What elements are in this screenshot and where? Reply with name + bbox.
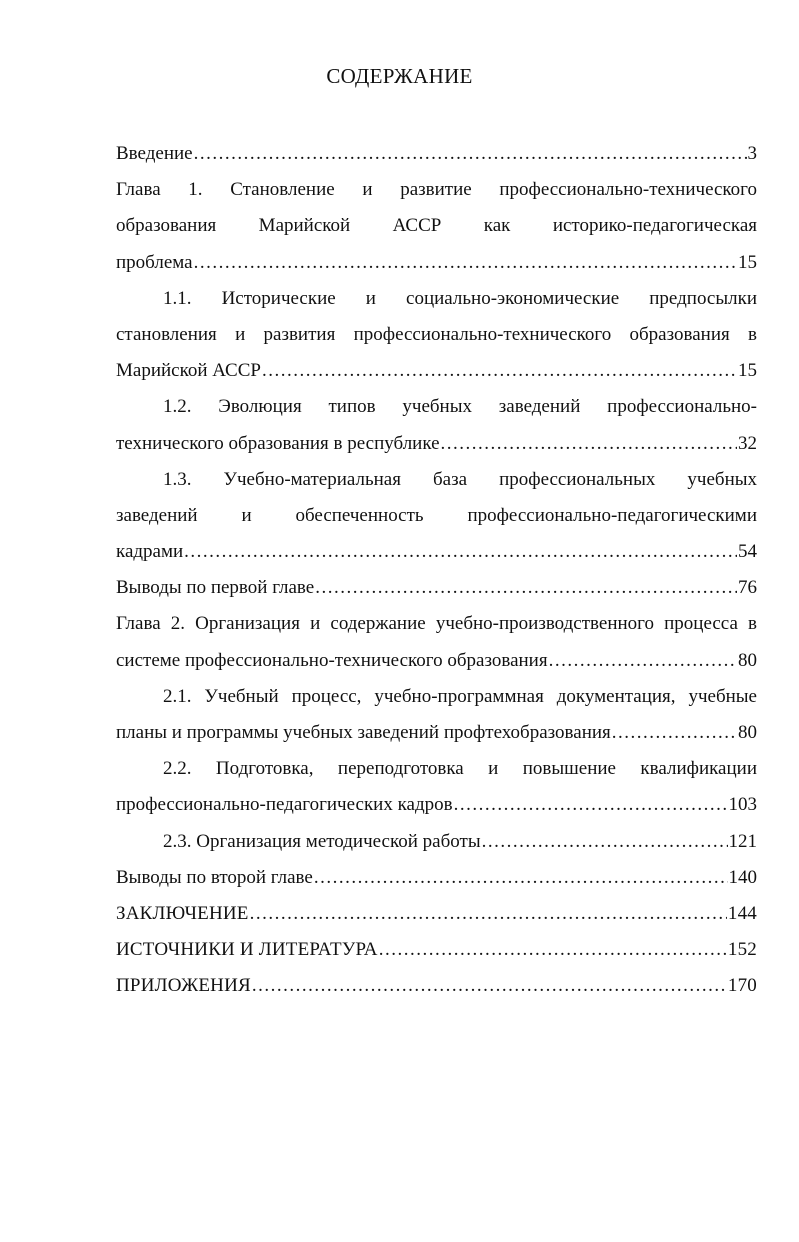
toc-entry-section-2-1-line-1[interactable]: 2.1. Учебный процесс, учебно-программная документация, учебные bbox=[163, 685, 757, 707]
toc-entry-text: ПРИЛОЖЕНИЯ bbox=[116, 975, 251, 997]
toc-entry-chapter-1-line-2: образования Марийской АССР как историко-педагогическая bbox=[116, 215, 757, 237]
toc-page-number: 32 bbox=[738, 432, 757, 454]
toc-entry-appendix[interactable] bbox=[116, 968, 757, 1004]
dot-leader bbox=[252, 968, 727, 1004]
toc-entry-chapter-1-line-1[interactable]: Глава 1. Становление и развитие профессионально-технического bbox=[116, 179, 757, 201]
toc-page-number: 15 bbox=[738, 360, 757, 382]
toc-entry-text: Марийской АССР bbox=[116, 360, 261, 382]
toc-entry-section-1-3-line-2: заведений и обеспеченность профессионально-педагогическими bbox=[116, 504, 757, 526]
toc-page-number: 3 bbox=[747, 143, 757, 164]
toc-page-number: 80 bbox=[738, 722, 757, 743]
dot-leader bbox=[454, 787, 728, 823]
toc-entry-conclusions-chapter-2[interactable] bbox=[116, 860, 757, 896]
toc-entry-text: ЗАКЛЮЧЕНИЕ bbox=[116, 902, 249, 924]
toc-entry-text: профессионально-педагогических кадров bbox=[116, 794, 453, 816]
toc-entry-text: Введение bbox=[116, 143, 193, 164]
table-of-contents bbox=[116, 136, 757, 1005]
dot-leader bbox=[314, 860, 728, 896]
toc-entry-text: системе профессионально-технического образования bbox=[116, 649, 548, 671]
toc-entry-section-1-1-line-2: становления и развития профессионально-технического образования в bbox=[116, 323, 757, 345]
toc-entry-text: ИСТОЧНИКИ И ЛИТЕРАТУРА bbox=[116, 939, 378, 961]
toc-entry-text: 2.3. Организация методической работы bbox=[163, 830, 481, 852]
toc-entry-text: проблема bbox=[116, 251, 193, 273]
toc-entry-text: кадрами bbox=[116, 541, 184, 563]
toc-page-number: 15 bbox=[738, 251, 757, 273]
dot-leader bbox=[549, 643, 737, 679]
toc-entry-section-2-3[interactable] bbox=[116, 824, 757, 860]
toc-page-number: 80 bbox=[738, 649, 757, 671]
toc-entry-text: Выводы по второй главе bbox=[116, 866, 313, 888]
toc-entry-chapter-2-line-1[interactable]: Глава 2. Организация и содержание учебно-производственного процесса в bbox=[116, 613, 757, 635]
dot-leader bbox=[482, 824, 728, 860]
toc-entry-section-2-2-line-2 bbox=[116, 787, 757, 823]
toc-entry-section-1-3-line-3 bbox=[116, 534, 757, 570]
toc-entry-section-2-2-line-1[interactable]: 2.2. Подготовка, переподготовка и повышение квалификации bbox=[163, 758, 757, 780]
toc-entry-section-1-1-line-3 bbox=[116, 353, 757, 389]
toc-entry-conclusion[interactable] bbox=[116, 896, 757, 932]
dot-leader bbox=[184, 534, 737, 570]
dot-leader bbox=[250, 896, 727, 932]
page-title: СОДЕРЖАНИЕ bbox=[326, 64, 473, 88]
toc-entry-text: планы и программы учебных заведений профтехобразования bbox=[116, 722, 611, 743]
toc-entry-text: технического образования в республике bbox=[116, 432, 440, 454]
toc-entry-section-1-2-line-2 bbox=[116, 426, 757, 462]
toc-entry-text: Выводы по первой главе bbox=[116, 577, 315, 599]
toc-page-number: 103 bbox=[728, 794, 757, 816]
toc-entry-section-1-3-line-1[interactable]: 1.3. Учебно-материальная база профессиональных учебных bbox=[163, 468, 757, 490]
toc-page-number: 121 bbox=[728, 830, 757, 852]
dot-leader bbox=[194, 136, 747, 172]
toc-entry-chapter-2-line-2 bbox=[116, 643, 757, 679]
toc-entry-intro[interactable] bbox=[116, 136, 757, 172]
toc-page-number: 170 bbox=[727, 975, 757, 997]
dot-leader bbox=[441, 426, 737, 462]
toc-page-number: 76 bbox=[738, 577, 757, 599]
dot-leader bbox=[612, 715, 737, 751]
dot-leader bbox=[194, 245, 737, 281]
toc-page-number: 54 bbox=[738, 541, 757, 563]
toc-entry-conclusions-chapter-1[interactable] bbox=[116, 570, 757, 606]
toc-entry-chapter-1-line-3 bbox=[116, 245, 757, 281]
toc-page-number: 144 bbox=[727, 902, 757, 924]
toc-entry-section-2-1-line-2 bbox=[116, 715, 757, 751]
toc-entry-section-1-1-line-1[interactable]: 1.1. Исторические и социально-экономические предпосылки bbox=[163, 287, 757, 309]
toc-entry-section-1-2-line-1[interactable]: 1.2. Эволюция типов учебных заведений профессионально- bbox=[163, 396, 757, 418]
toc-page-number: 140 bbox=[728, 866, 757, 888]
toc-page-number: 152 bbox=[727, 939, 757, 961]
dot-leader bbox=[315, 570, 737, 606]
dot-leader bbox=[379, 932, 727, 968]
toc-entry-sources[interactable] bbox=[116, 932, 757, 968]
dot-leader bbox=[262, 353, 737, 389]
